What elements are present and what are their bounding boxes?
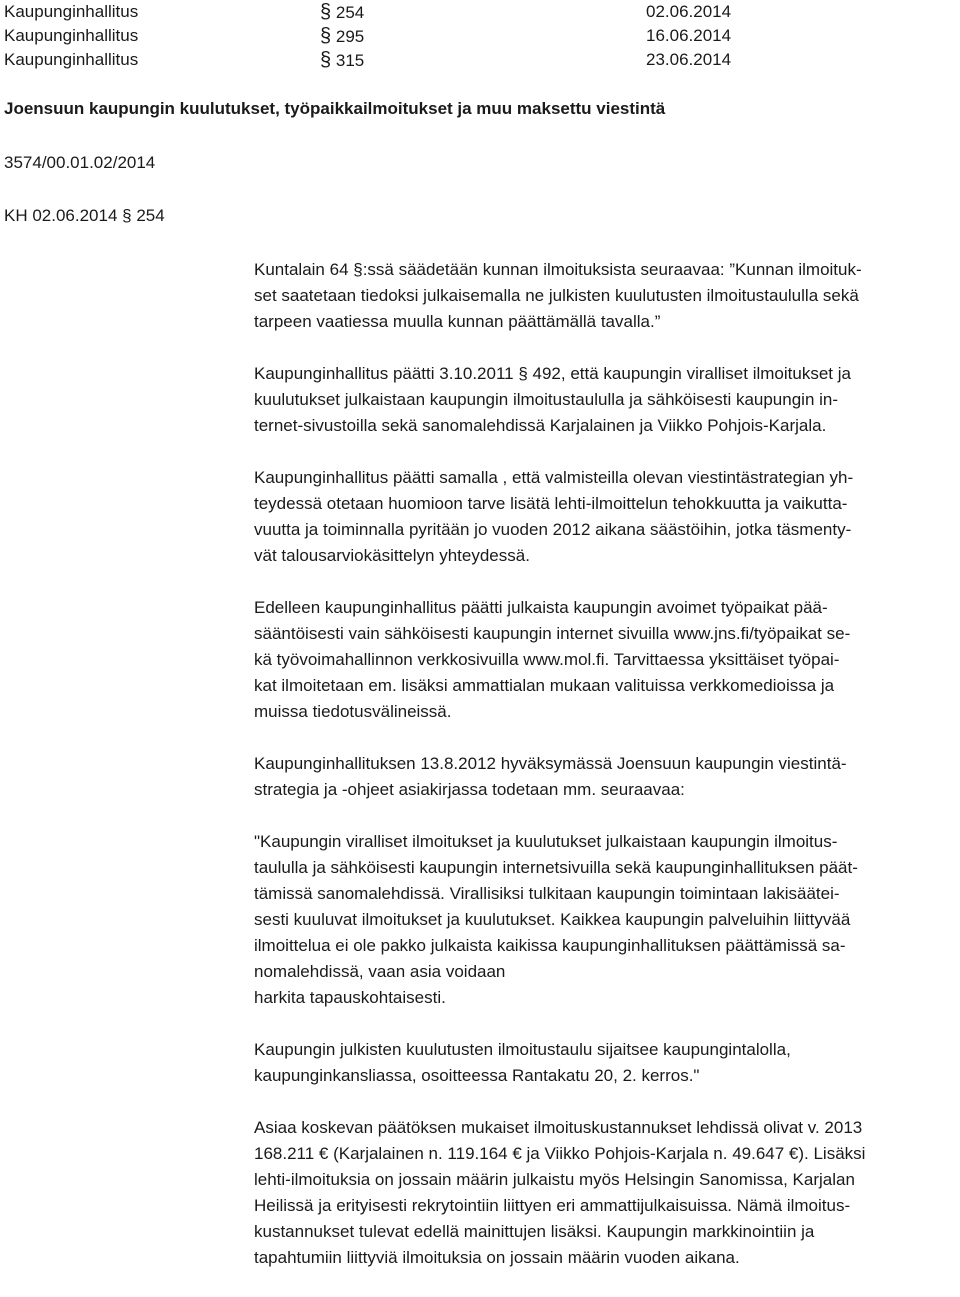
meeting-paragraph xyxy=(320,0,364,25)
body-paragraph: Kaupunginhallitus päätti 3.10.2011 § 492, että kaupungin viralliset ilmoitukset ja kuulutukset julkaistaan kaupungin ilmoitustaululla ja sähköisesti kaupungin in- ternet-sivustoilla sekä sanomalehdissä Karjalainen ja Viikko Pohjois-Karjala. xyxy=(254,364,851,435)
body-paragraph: Kuntalain 64 §:ssä säädetään kunnan ilmoituksista seuraavaa: ”Kunnan ilmoituk- set saatetaan tiedoksi julkaisemalla ne julkisten kuulutusten ilmoitustaululla sekä tarpeen vaatiessa muulla kunnan päättämällä tavalla.” xyxy=(254,260,862,331)
meeting-body: Kaupunginhallitus xyxy=(4,2,139,21)
meeting-body: Kaupunginhallitus xyxy=(4,50,139,69)
meeting-paragraph xyxy=(320,48,364,73)
meeting-date: 23.06.2014 xyxy=(646,50,732,69)
section-sign: § xyxy=(320,1,332,23)
body-paragraph: Edelleen kaupunginhallitus päätti julkaista kaupungin avoimet työpaikat pää- sääntöisesti vain sähköisesti kaupungin internet sivuilla www.jns.fi/työpaikat se- kä työvoimahallinnon verkkosivuilla www.mol.fi. Tarvittaessa yksittäiset työpai- kat ilmoitetaan em. lisäksi ammattialan mukaan valituissa verkkomedioissa ja muissa tiedotusvälineissä. xyxy=(254,598,851,721)
document-heading: Joensuun kaupungin kuulutukset, työpaikkailmoitukset ja muu maksettu viestintä xyxy=(4,99,666,118)
meeting-date: 02.06.2014 xyxy=(646,2,732,21)
body-paragraph: Kaupungin julkisten kuulutusten ilmoitustaulu sijaitsee kaupungintalolla, kaupunginkansliassa, osoitteessa Rantakatu 20, 2. kerros." xyxy=(254,1040,791,1085)
document-body xyxy=(254,257,960,1297)
body-paragraph: Kaupunginhallitus päätti samalla , että valmisteilla olevan viestintästrategian yh- teydessä otetaan huomioon tarve lisätä lehti-ilmoittelun tehokkuutta ja vaikutta- vuutta ja toiminnalla pyritään jo vuoden 2012 aikana säästöihin, jotka täsmenty- vät talousarviokäsittelyn yhteydessä. xyxy=(254,468,854,565)
section-sign: § xyxy=(320,25,332,47)
meeting-body: Kaupunginhallitus xyxy=(4,26,139,45)
paragraph-number: 295 xyxy=(335,27,365,46)
meeting-paragraph xyxy=(320,24,364,49)
paragraph-number: 315 xyxy=(335,51,365,70)
body-paragraph: Asiaa koskevan päätöksen mukaiset ilmoituskustannukset lehdissä olivat v. 2013 168.211 € (Karjalainen n. 119.164 € ja Viikko Pohjois-Karjala n. 49.647 €). Lisäksi lehti-ilmoituksia on jossain määrin julkaistu myös Helsingin Sanomissa, Karjalan Heilissä ja erityisesti rekrytointiin liittyen eri ammattijulkaisuissa. Nämä ilmoitus- kustannukset tulevat edellä mainittujen lisäksi. Kaupungin markkinointiin ja tapahtumiin liittyviä ilmoituksia on jossain määrin vuoden aikana. xyxy=(254,1118,866,1267)
reference-number: 3574/00.01.02/2014 xyxy=(4,153,156,172)
meeting-reference: KH 02.06.2014 § 254 xyxy=(4,206,165,225)
section-sign: § xyxy=(320,49,332,71)
body-paragraph: "Kaupungin viralliset ilmoitukset ja kuulutukset julkaistaan kaupungin ilmoitus- taululla ja sähköisesti kaupungin internetsivuilla sekä kaupunginhallituksen päät- tämissä sanomalehdissä. Virallisiksi tulkitaan kaupungin toimintaan lakisäätei- sesti kuuluvat ilmoitukset ja kuulutukset. Kaikkea kaupungin palveluihin liittyvää ilmoittelua ei ole pakko julkaista kaikissa kaupunginhallituksen päättämissä sa- nomalehdissä, vaan asia voidaan harkita tapauskohtaisesti. xyxy=(254,832,858,1007)
body-paragraph: Kaupunginhallituksen 13.8.2012 hyväksymässä Joensuun kaupungin viestintä- strategia ja -ohjeet asiakirjassa todetaan mm. seuraavaa: xyxy=(254,754,847,799)
paragraph-number: 254 xyxy=(335,3,365,22)
meeting-date: 16.06.2014 xyxy=(646,26,732,45)
